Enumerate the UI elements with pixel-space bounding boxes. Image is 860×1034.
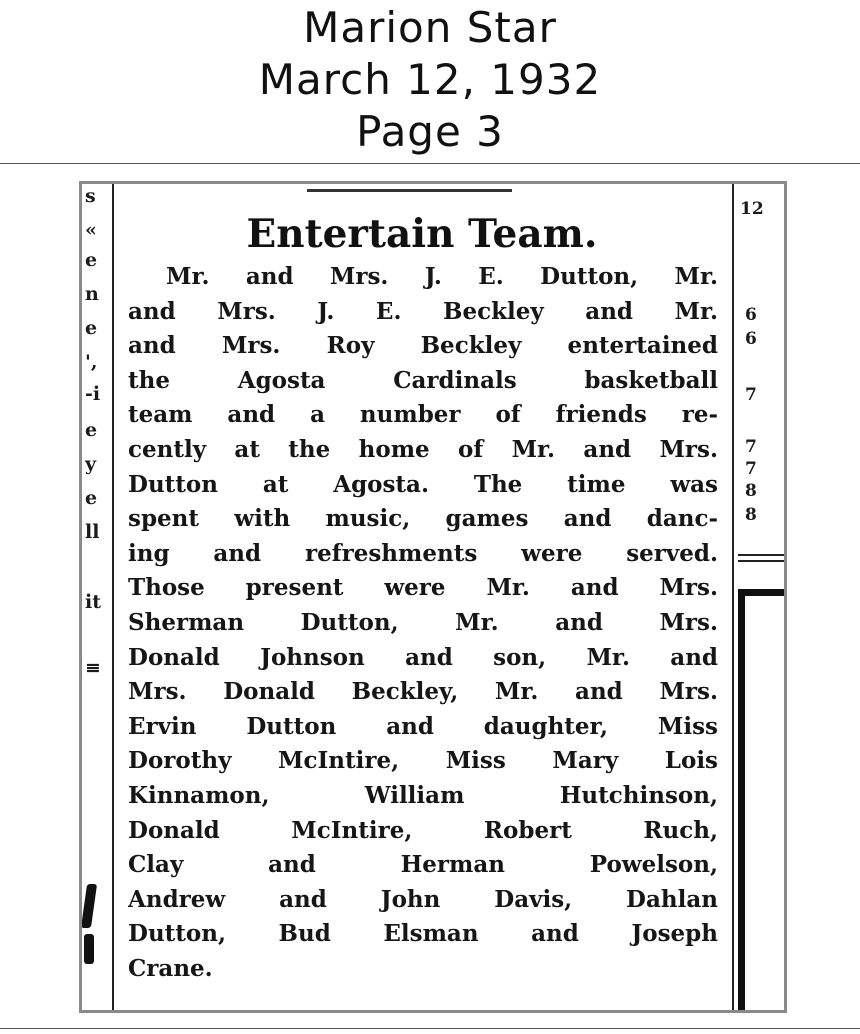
article-line: Mrs. Donald Beckley, Mr. and Mrs. (128, 678, 718, 706)
article-line: Ervin Dutton and daughter, Miss (128, 712, 718, 740)
article-line: and Mrs. Roy Beckley entertained (128, 332, 718, 360)
margin-fragment: ll (85, 521, 100, 543)
margin-fragment: « (85, 219, 97, 241)
margin-fragment: 7 (745, 385, 757, 405)
article-line: the Agosta Cardinals basketball (128, 366, 718, 394)
article-line: Crane. (128, 954, 213, 982)
article-line: Dutton at Agosta. The time was (128, 470, 718, 498)
article-line: Dutton, Bud Elsman and Joseph (128, 920, 718, 948)
margin-fragment: 8 (745, 481, 757, 501)
margin-fragment: e (85, 487, 98, 509)
right-column-rule (732, 184, 734, 1010)
left-column-rule (112, 184, 114, 1010)
column-double-rule (738, 554, 784, 556)
article-line: Dorothy McIntire, Miss Mary Lois (128, 747, 718, 775)
article-line: Kinnamon, William Hutchinson, (128, 781, 718, 809)
margin-fragment: e (85, 317, 98, 339)
header-divider (0, 163, 860, 164)
margin-fragment: it (85, 591, 101, 613)
article-line: Donald McIntire, Robert Ruch, (128, 816, 718, 844)
article-line: Sherman Dutton, Mr. and Mrs. (128, 608, 718, 636)
margin-fragment: n (85, 283, 99, 305)
margin-fragment: e (85, 419, 98, 441)
margin-fragment: 6 (745, 305, 757, 325)
article-line: ing and refreshments were served. (128, 539, 718, 567)
article-line: spent with music, games and danc- (128, 505, 718, 533)
margin-fragment: 7 (745, 459, 757, 479)
article-line: team and a number of friends re- (128, 401, 718, 429)
article-line: and Mrs. J. E. Beckley and Mr. (128, 297, 718, 325)
newspaper-clipping (79, 181, 787, 1013)
margin-fragment: 6 (745, 329, 757, 349)
page-number: Page 3 (356, 107, 504, 156)
margin-fragment: 12 (740, 199, 764, 219)
margin-fragment: s (85, 185, 96, 207)
article-line: Mr. and Mrs. J. E. Dutton, Mr. (166, 263, 718, 290)
page-header (0, 0, 860, 160)
article-line: Andrew and John Davis, Dahlan (128, 885, 718, 913)
article-headline: Entertain Team. (246, 211, 598, 257)
adjacent-ad-border (738, 589, 785, 1013)
article-body (128, 260, 718, 986)
publication-title: Marion Star (303, 3, 557, 52)
article-line: Clay and Herman Powelson, (128, 851, 718, 879)
ink-blot (81, 884, 97, 928)
footer-divider (0, 1028, 860, 1029)
margin-fragment: 7 (745, 437, 757, 457)
ink-blot (84, 934, 94, 964)
publication-date: March 12, 1932 (258, 55, 602, 104)
margin-fragment: 8 (745, 505, 757, 525)
margin-fragment: -i (85, 383, 101, 405)
margin-fragment: y (85, 453, 97, 475)
top-rule (307, 189, 512, 192)
article-line: Those present were Mr. and Mrs. (128, 574, 718, 602)
margin-fragment: ≡ (85, 657, 101, 679)
column-double-rule (738, 560, 784, 562)
article-line: Donald Johnson and son, Mr. and (128, 643, 718, 671)
article-line: cently at the home of Mr. and Mrs. (128, 435, 718, 463)
margin-fragment: e (85, 249, 98, 271)
margin-fragment: ', (85, 351, 98, 373)
